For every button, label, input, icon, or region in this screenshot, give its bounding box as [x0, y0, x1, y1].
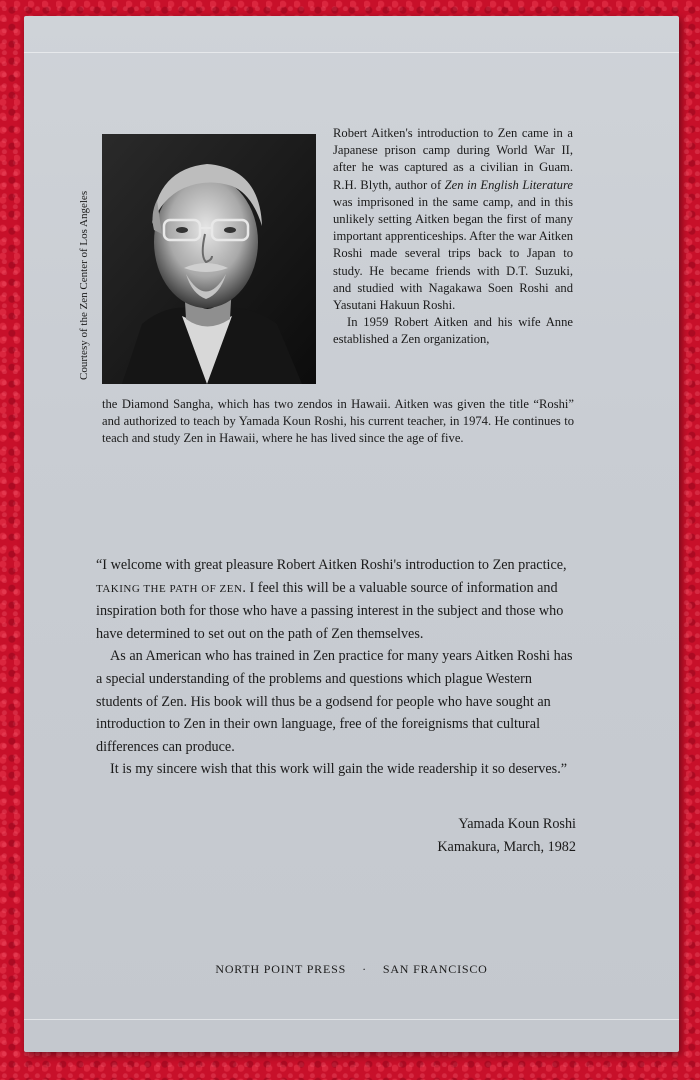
publisher-name: NORTH POINT PRESS [215, 962, 347, 976]
quote-text: “I welcome with great pleasure Robert Aitken Roshi's introduction to Zen practice, [96, 557, 567, 573]
endorsement-quote [96, 554, 574, 781]
bio-paragraph-2-rest: the Diamond Sangha, which has two zendos in Hawaii. Aitken was given the title “Roshi” and authorized to teach by Yamada Koun Roshi, his current teacher, in 1974. He continues to teach and study Zen in Hawaii, where he has lived since the age of five. [102, 397, 574, 446]
quote-text: . I feel this will be a valuable source of information and inspiration both for those who have a passing interest in the subject and those who have determined to set out on the path of Zen themselves. [96, 579, 564, 642]
quote-book-title: TAKING THE PATH OF ZEN [96, 582, 243, 595]
portrait-image [102, 134, 316, 384]
author-portrait-photo [102, 134, 316, 384]
publisher-imprint [24, 962, 679, 977]
publisher-separator: · [362, 962, 367, 976]
book-back-cover [24, 16, 679, 1052]
signature-place-date: Kamakura, March, 1982 [437, 838, 576, 855]
signature-name: Yamada Koun Roshi [458, 816, 576, 832]
book-title-italic: Zen in English Literature [444, 177, 573, 192]
endorsement-signature [437, 813, 576, 858]
author-bio-column [333, 125, 573, 349]
bio-text: was imprisoned in the same camp, and in this unlikely setting Aitken began the first of many important apprenticeships. After the war Aitken Roshi made several trips back to Japan to study. He became friends with D.T. Suzuki, and studied with Nagakawa Soen Roshi and Yasutani Hakuun Roshi. [333, 194, 573, 313]
quote-paragraph-1 [96, 554, 574, 645]
bio-paragraph-1 [333, 125, 573, 314]
bio-paragraph-2-start: In 1959 Robert Aitken and his wife Anne established a Zen organization, [333, 315, 573, 347]
bio-text: Robert Aitken's introduction to Zen came in a Japanese prison camp during World War II, after he was captured as a civilian in Guam. R.H. Blyth, author of [333, 126, 573, 192]
quote-paragraph-3: It is my sincere wish that this work will gain the wide readership it so deserves.” [110, 761, 568, 778]
photo-credit: Courtesy of the Zen Center of Los Angeles [78, 190, 90, 380]
quote-paragraph-2: As an American who has trained in Zen practice for many years Aitken Roshi has a special understanding of the problems and questions which plague Western students of Zen. His book will thus be a godsend for people who have sought an introduction to Zen in their own language, free of the foreignisms that cultural differences can produce. [96, 648, 573, 755]
publisher-city: SAN FRANCISCO [382, 962, 488, 976]
